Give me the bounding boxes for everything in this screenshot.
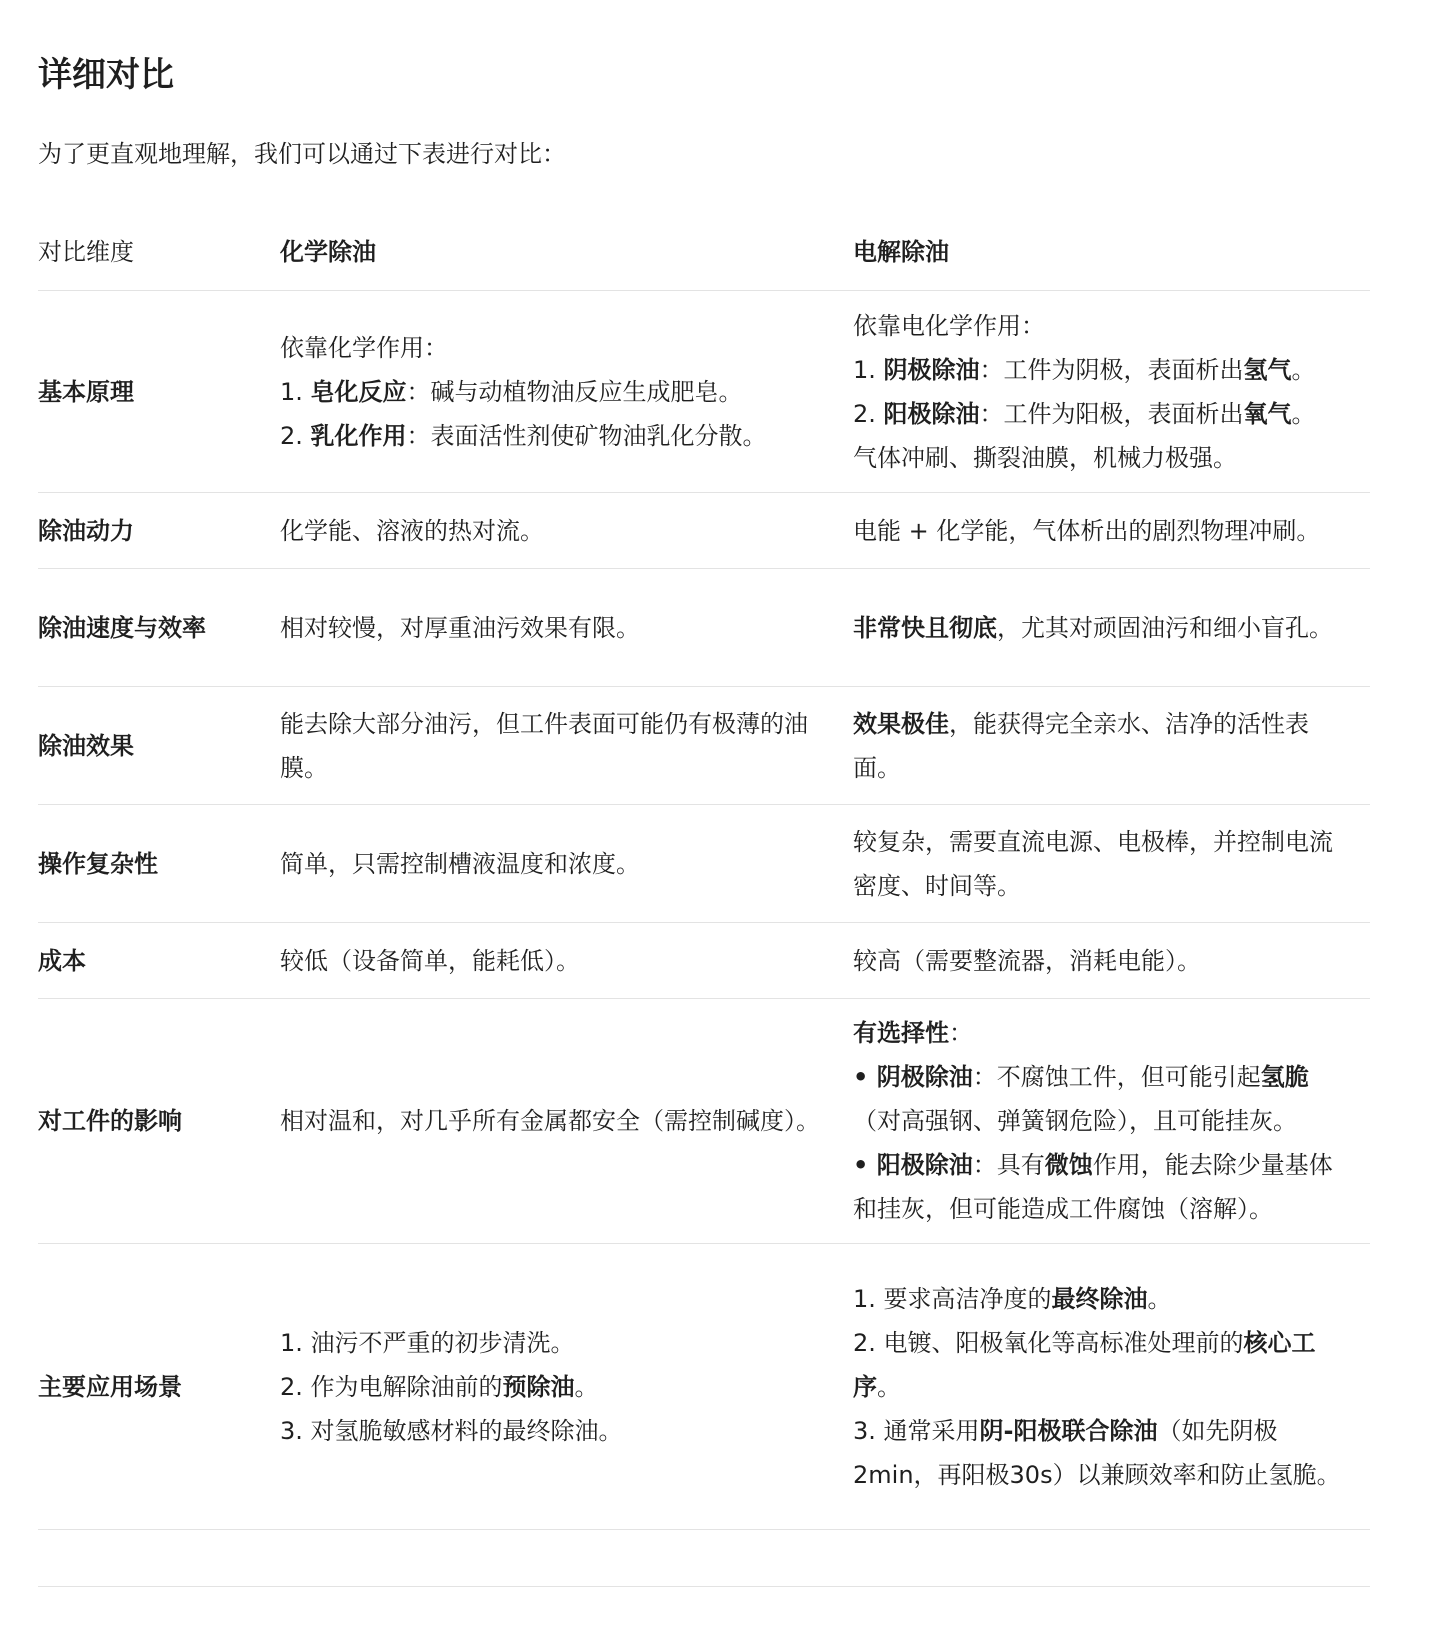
table-row xyxy=(38,805,1370,923)
row-dimension: 基本原理 xyxy=(38,291,280,493)
cell-chemical: 相对温和，对几乎所有金属都安全（需控制碱度）。 xyxy=(280,999,853,1244)
header-electrolytic: 电解除油 xyxy=(853,213,1370,291)
cell-electrolytic: 效果极佳，能获得完全亲水、洁净的活性表面。 xyxy=(853,687,1370,805)
cell-electrolytic: 非常快且彻底，尤其对顽固油污和细小盲孔。 xyxy=(853,569,1370,687)
row-dimension: 对工件的影响 xyxy=(38,999,280,1244)
table-row xyxy=(38,569,1370,687)
cell-line: 1. 皂化反应：碱与动植物油反应生成肥皂。 xyxy=(280,377,743,406)
cell-line: 2. 电镀、阳极氧化等高标准处理前的核心工序。 xyxy=(853,1328,1316,1401)
cell-line: 有选择性： xyxy=(853,1019,973,1047)
empty-cell xyxy=(853,1530,1370,1587)
cell-line: • 阳极除油：具有微蚀作用，能去除少量基体和挂灰，但可能造成工件腐蚀（溶解）。 xyxy=(853,1151,1333,1223)
header-dimension: 对比维度 xyxy=(38,213,280,291)
table-row xyxy=(38,1244,1370,1530)
table-row xyxy=(38,493,1370,569)
table-row xyxy=(38,923,1370,999)
row-dimension: 主要应用场景 xyxy=(38,1244,280,1530)
intro-paragraph: 为了更直观地理解，我们可以通过下表进行对比： xyxy=(38,140,566,168)
cell-line: 1. 阴极除油：工件为阴极，表面析出氢气。 xyxy=(853,355,1316,384)
row-dimension: 除油速度与效率 xyxy=(38,569,280,687)
empty-cell xyxy=(280,1530,853,1587)
row-dimension: 操作复杂性 xyxy=(38,805,280,923)
cell-chemical: 相对较慢，对厚重油污效果有限。 xyxy=(280,569,853,687)
row-dimension: 除油效果 xyxy=(38,687,280,805)
cell-line: 2. 乳化作用：表面活性剂使矿物油乳化分散。 xyxy=(280,421,767,450)
cell-line: 1. 要求高洁净度的最终除油。 xyxy=(853,1284,1172,1313)
header-chemical: 化学除油 xyxy=(280,213,853,291)
cell-line: 2. 阳极除油：工件为阳极，表面析出氧气。 xyxy=(853,399,1316,428)
empty-cell xyxy=(38,1530,280,1587)
table-row xyxy=(38,999,1370,1244)
cell-line: 1. 油污不严重的初步清洗。 xyxy=(280,1328,575,1357)
table-row-empty xyxy=(38,1530,1370,1587)
section-heading: 详细对比 xyxy=(38,55,174,95)
cell-chemical xyxy=(280,1244,853,1530)
cell-electrolytic xyxy=(853,1244,1370,1530)
cell-chemical: 简单，只需控制槽液温度和浓度。 xyxy=(280,805,853,923)
cell-line: 气体冲刷、撕裂油膜，机械力极强。 xyxy=(853,443,1237,472)
cell-chemical: 较低（设备简单，能耗低）。 xyxy=(280,923,853,999)
cell-chemical: 能去除大部分油污，但工件表面可能仍有极薄的油膜。 xyxy=(280,687,853,805)
cell-electrolytic: 电能 + 化学能，气体析出的剧烈物理冲刷。 xyxy=(853,493,1370,569)
table-header-row xyxy=(38,213,1370,291)
cell-line: • 阴极除油：不腐蚀工件，但可能引起氢脆（对高强钢、弹簧钢危险），且可能挂灰。 xyxy=(853,1063,1309,1135)
cell-electrolytic: 较复杂，需要直流电源、电极棒，并控制电流密度、时间等。 xyxy=(853,805,1370,923)
table-row xyxy=(38,687,1370,805)
cell-chemical: 化学能、溶液的热对流。 xyxy=(280,493,853,569)
row-dimension: 除油动力 xyxy=(38,493,280,569)
cell-electrolytic: 较高（需要整流器，消耗电能）。 xyxy=(853,923,1370,999)
cell-line: 依靠电化学作用： xyxy=(853,311,1045,340)
cell-line: 依靠化学作用： xyxy=(280,333,448,362)
comparison-table xyxy=(38,213,1370,1587)
table-row xyxy=(38,291,1370,493)
cell-electrolytic xyxy=(853,291,1370,493)
cell-chemical xyxy=(280,291,853,493)
cell-line: 3. 对氢脆敏感材料的最终除油。 xyxy=(280,1416,623,1445)
cell-line: 3. 通常采用阴-阳极联合除油（如先阴极2min，再阳极30s）以兼顾效率和防止氢脆。 xyxy=(853,1416,1341,1489)
cell-line: 2. 作为电解除油前的预除油。 xyxy=(280,1372,599,1401)
row-dimension: 成本 xyxy=(38,923,280,999)
cell-electrolytic xyxy=(853,999,1370,1244)
